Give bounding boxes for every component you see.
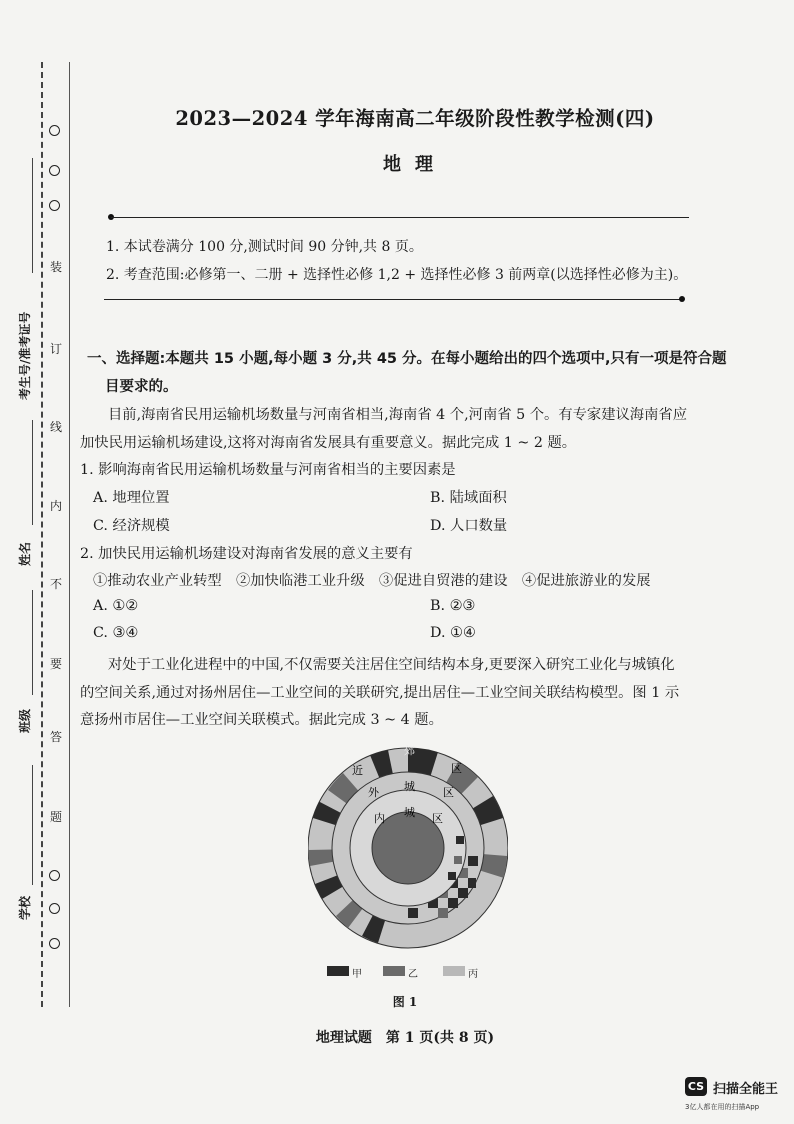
legend-label-bing: 丙 [468,969,478,980]
figure-1-diagram [308,738,508,958]
label-class: 班级 [18,708,32,733]
seal-char: 内 [49,499,62,513]
fill-line-name [32,420,33,525]
camscanner-name: 扫描全能王 [713,1082,779,1097]
figure-caption: 图 1 [392,995,418,1009]
seal-char: 不 [49,577,62,591]
passage-1-line: 加快民用运输机场建设,这将对海南省发展具有重要意义。据此完成 1 ~ 2 题。 [80,435,577,451]
fill-line-class [32,590,33,695]
page-footer: 地理试题 第 1 页(共 8 页) [315,1030,495,1046]
question-2-option-d: D. ①④ [430,625,476,641]
legend-swatch-bing [443,966,465,976]
question-2-option-c: C. ③④ [93,625,139,641]
fill-line-school [32,765,33,885]
ring-label: 区 [443,786,454,799]
passage-2-line: 意扬州市居住—工业空间关联模式。据此完成 3 ~ 4 题。 [80,712,443,728]
label-exam-id: 考生号/准考证号 [18,311,32,400]
label-name: 姓名 [18,541,32,566]
page-title: 2023—2024 学年海南高二年级阶段性教学检测(四) [175,107,655,130]
ring-label: 城 [404,780,415,793]
legend-label-yi: 乙 [408,969,418,980]
binding-circle-icon [49,938,60,949]
camscanner-tagline: 3亿人都在用的扫描App [685,1103,760,1111]
passage-1-line: 目前,海南省民用运输机场数量与河南省相当,海南省 4 个,河南省 5 个。有专家建议海南省应 [108,407,687,423]
binding-circle-icon [49,125,60,136]
question-1-option-c: C. 经济规模 [93,518,170,534]
legend-swatch-jia [327,966,349,976]
question-2-stem: 2. 加快民用运输机场建设对海南省发展的意义主要有 [80,546,413,562]
seal-char: 要 [49,657,62,671]
top-rule [111,217,689,218]
binding-dashed-line [41,62,43,1007]
seal-char: 订 [49,342,62,356]
ring-label: 区 [451,762,462,775]
legend-swatch-yi [383,966,405,976]
section-heading-line-2: 目要求的。 [105,379,178,395]
seal-char: 题 [49,810,62,824]
binding-circle-icon [49,903,60,914]
section-heading-line-1: 一、选择题:本题共 15 小题,每小题 3 分,共 45 分。在每小题给出的四个选项中,只有一项是符合题 [87,351,727,367]
binding-solid-line [69,62,70,1007]
ring-label: 区 [432,812,443,825]
binding-circle-icon [49,870,60,881]
seal-char: 装 [49,260,62,274]
question-1-option-d: D. 人口数量 [430,518,508,534]
binding-circle-icon [49,165,60,176]
ring-label: 外 [368,786,379,799]
ring-label: 城 [404,806,415,819]
question-2-option-a: A. ①② [93,598,139,614]
rule-dot [679,296,685,302]
passage-2-line: 对处于工业化进程中的中国,不仅需要关注居住空间结构本身,更要深入研究工业化与城镇化 [108,657,675,673]
camscanner-logo-icon: CS [685,1077,707,1096]
subject-title: 地理 [383,154,447,175]
label-school: 学校 [18,895,32,920]
ring-label: 郊 [404,744,415,757]
binding-circle-icon [49,200,60,211]
ring-label: 内 [374,812,385,825]
question-2-option-b: B. ②③ [430,598,476,614]
question-1-stem: 1. 影响海南省民用运输机场数量与河南省相当的主要因素是 [80,462,456,478]
seal-char: 线 [49,420,62,434]
question-1-option-a: A. 地理位置 [93,490,170,506]
legend-label-jia: 甲 [352,969,362,980]
question-1-option-b: B. 陆域面积 [430,490,507,506]
passage-2-line: 的空间关系,通过对扬州居住—工业空间的关联研究,提出居住—工业空间关联结构模型。图 1 示 [80,685,680,701]
instruction-1: 1. 本试卷满分 100 分,测试时间 90 分钟,共 8 页。 [106,239,423,255]
bottom-rule [104,299,682,300]
ring-label: 近 [352,764,363,777]
instruction-2: 2. 考查范围:必修第一、二册 + 选择性必修 1,2 + 选择性必修 3 前两章(以选择性必修为主)。 [106,267,688,283]
fill-line-exam-id [32,158,33,273]
seal-char: 答 [49,730,62,744]
question-2-items: ①推动农业产业转型 ②加快临港工业升级 ③促进自贸港的建设 ④促进旅游业的发展 [93,573,651,589]
